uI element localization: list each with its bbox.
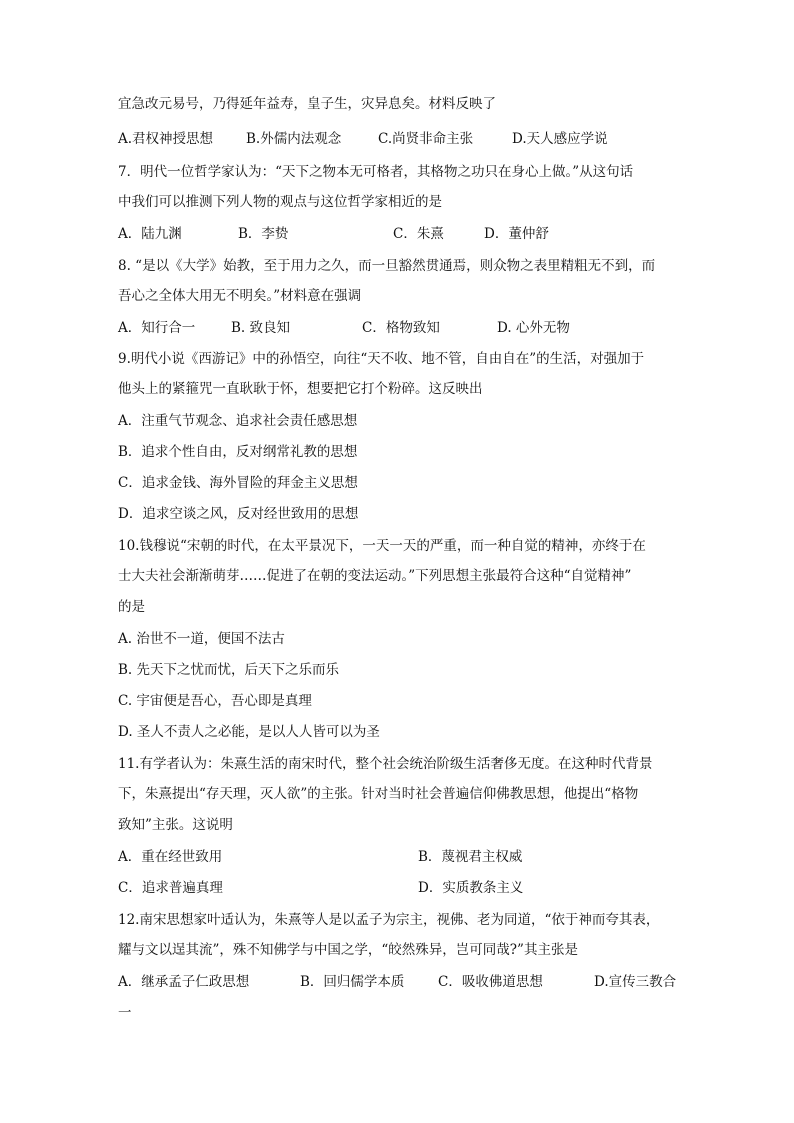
q12-option-a: A．继承孟子仁政思想	[118, 974, 250, 990]
q9-option-c: C．追求金钱、海外冒险的拜金主义思想	[118, 475, 358, 491]
q6-option-d: D.天人感应学说	[512, 131, 608, 147]
q11-option-d: D．实质教条主义	[418, 880, 524, 896]
q12-option-c: C．吸收佛道思想	[438, 974, 543, 990]
q9-stem-line-2: 他头上的紧箍咒一直耿耿于怀，想要把它打个粉碎。这反映出	[118, 381, 483, 397]
q11-stem-line-2: 下，朱熹提出“存天理，灭人欲”的主张。针对当时社会普遍信仰佛教思想，他提出“格物	[118, 786, 639, 802]
q9-option-d: D．追求空谈之风，反对经世致用的思想	[118, 506, 359, 522]
q11-option-b: B．蔑视君主权威	[418, 849, 523, 865]
q8-stem-line-2: 吾心之全体大用无不明矣。”材料意在强调	[118, 288, 362, 304]
q12-option-b: B．回归儒学本质	[300, 974, 405, 990]
q6-option-a: A.君权神授思想	[118, 131, 214, 147]
q7-option-c: C．朱熹	[393, 226, 444, 242]
q12-stem-line-1: 12.南宋思想家叶适认为，朱熹等人是以孟子为宗主，视佛、老为同道，“依于神而夸其表，	[118, 912, 660, 928]
q11-stem-line-3: 致知”主张。这说明	[118, 817, 233, 833]
q9-option-a: A．注重气节观念、追求社会责任感思想	[118, 413, 358, 429]
q10-option-d: D. 圣人不责人之必能，是以人人皆可以为圣	[118, 724, 380, 740]
q11-option-c: C．追求普遍真理	[118, 880, 223, 896]
q11-stem-line-1: 11.有学者认为：朱熹生活的南宋时代，整个社会统治阶级生活奢侈无度。在这种时代背景	[118, 756, 653, 772]
q8-option-a: A．知行合一	[118, 320, 196, 336]
q12-stem-line-2: 耀与文以逞其流”，殊不知佛学与中国之学，“皎然殊异，岂可同哉?”其主张是	[118, 942, 578, 958]
q8-option-d: D. 心外无物	[497, 320, 570, 336]
q7-option-d: D．董仲舒	[484, 226, 549, 242]
q10-option-a: A. 治世不一道，便国不法古	[118, 631, 285, 647]
q10-option-b: B. 先天下之忧而忧，后天下之乐而乐	[118, 662, 340, 678]
q11-option-a: A．重在经世致用	[118, 849, 223, 865]
q10-stem-line-3: 的是	[118, 599, 145, 615]
q10-option-c: C. 宇宙便是吾心，吾心即是真理	[118, 693, 312, 709]
q10-stem-line-2: 士大夫社会渐渐萌芽……促进了在朝的变法运动。”下列思想主张最符合这种“自觉精神”	[118, 568, 632, 584]
q7-option-a: A．陆九渊	[118, 226, 182, 242]
q9-stem-line-1: 9.明代小说《西游记》中的孙悟空，向往“天不收、地不管，自由自在”的生活，对强加于	[118, 351, 645, 367]
q10-stem-line-1: 10.钱穆说“宋朝的时代，在太平景况下，一天一天的严重，而一种自觉的精神，亦终于在	[118, 538, 646, 554]
q12-option-d: D.宣传三教合	[594, 974, 677, 990]
q8-option-c: C．格物致知	[362, 320, 440, 336]
q6-option-b: B.外儒内法观念	[246, 131, 342, 147]
q7-stem-line-2: 中我们可以推测下列人物的观点与这位哲学家相近的是	[118, 194, 442, 210]
q6-stem-line: 宜急改元易号，乃得延年益寿，皇子生，灾异息矣。材料反映了	[118, 96, 496, 112]
q7-stem-line-1: 7．明代一位哲学家认为：“天下之物本无可格者，其格物之功只在身心上做。”从这句话	[118, 164, 634, 180]
q8-option-b: B. 致良知	[231, 320, 291, 336]
q7-option-b: B．李贽	[238, 226, 289, 242]
q9-option-b: B．追求个性自由，反对纲常礼教的思想	[118, 444, 358, 460]
q6-option-c: C.尚贤非命主张	[378, 131, 474, 147]
q12-option-d-wrap: 一	[118, 1005, 132, 1021]
q8-stem-line-1: 8. “是以《大学》始教，至于用力之久，而一旦豁然贯通焉，则众物之表里精粗无不到，而	[118, 258, 656, 274]
